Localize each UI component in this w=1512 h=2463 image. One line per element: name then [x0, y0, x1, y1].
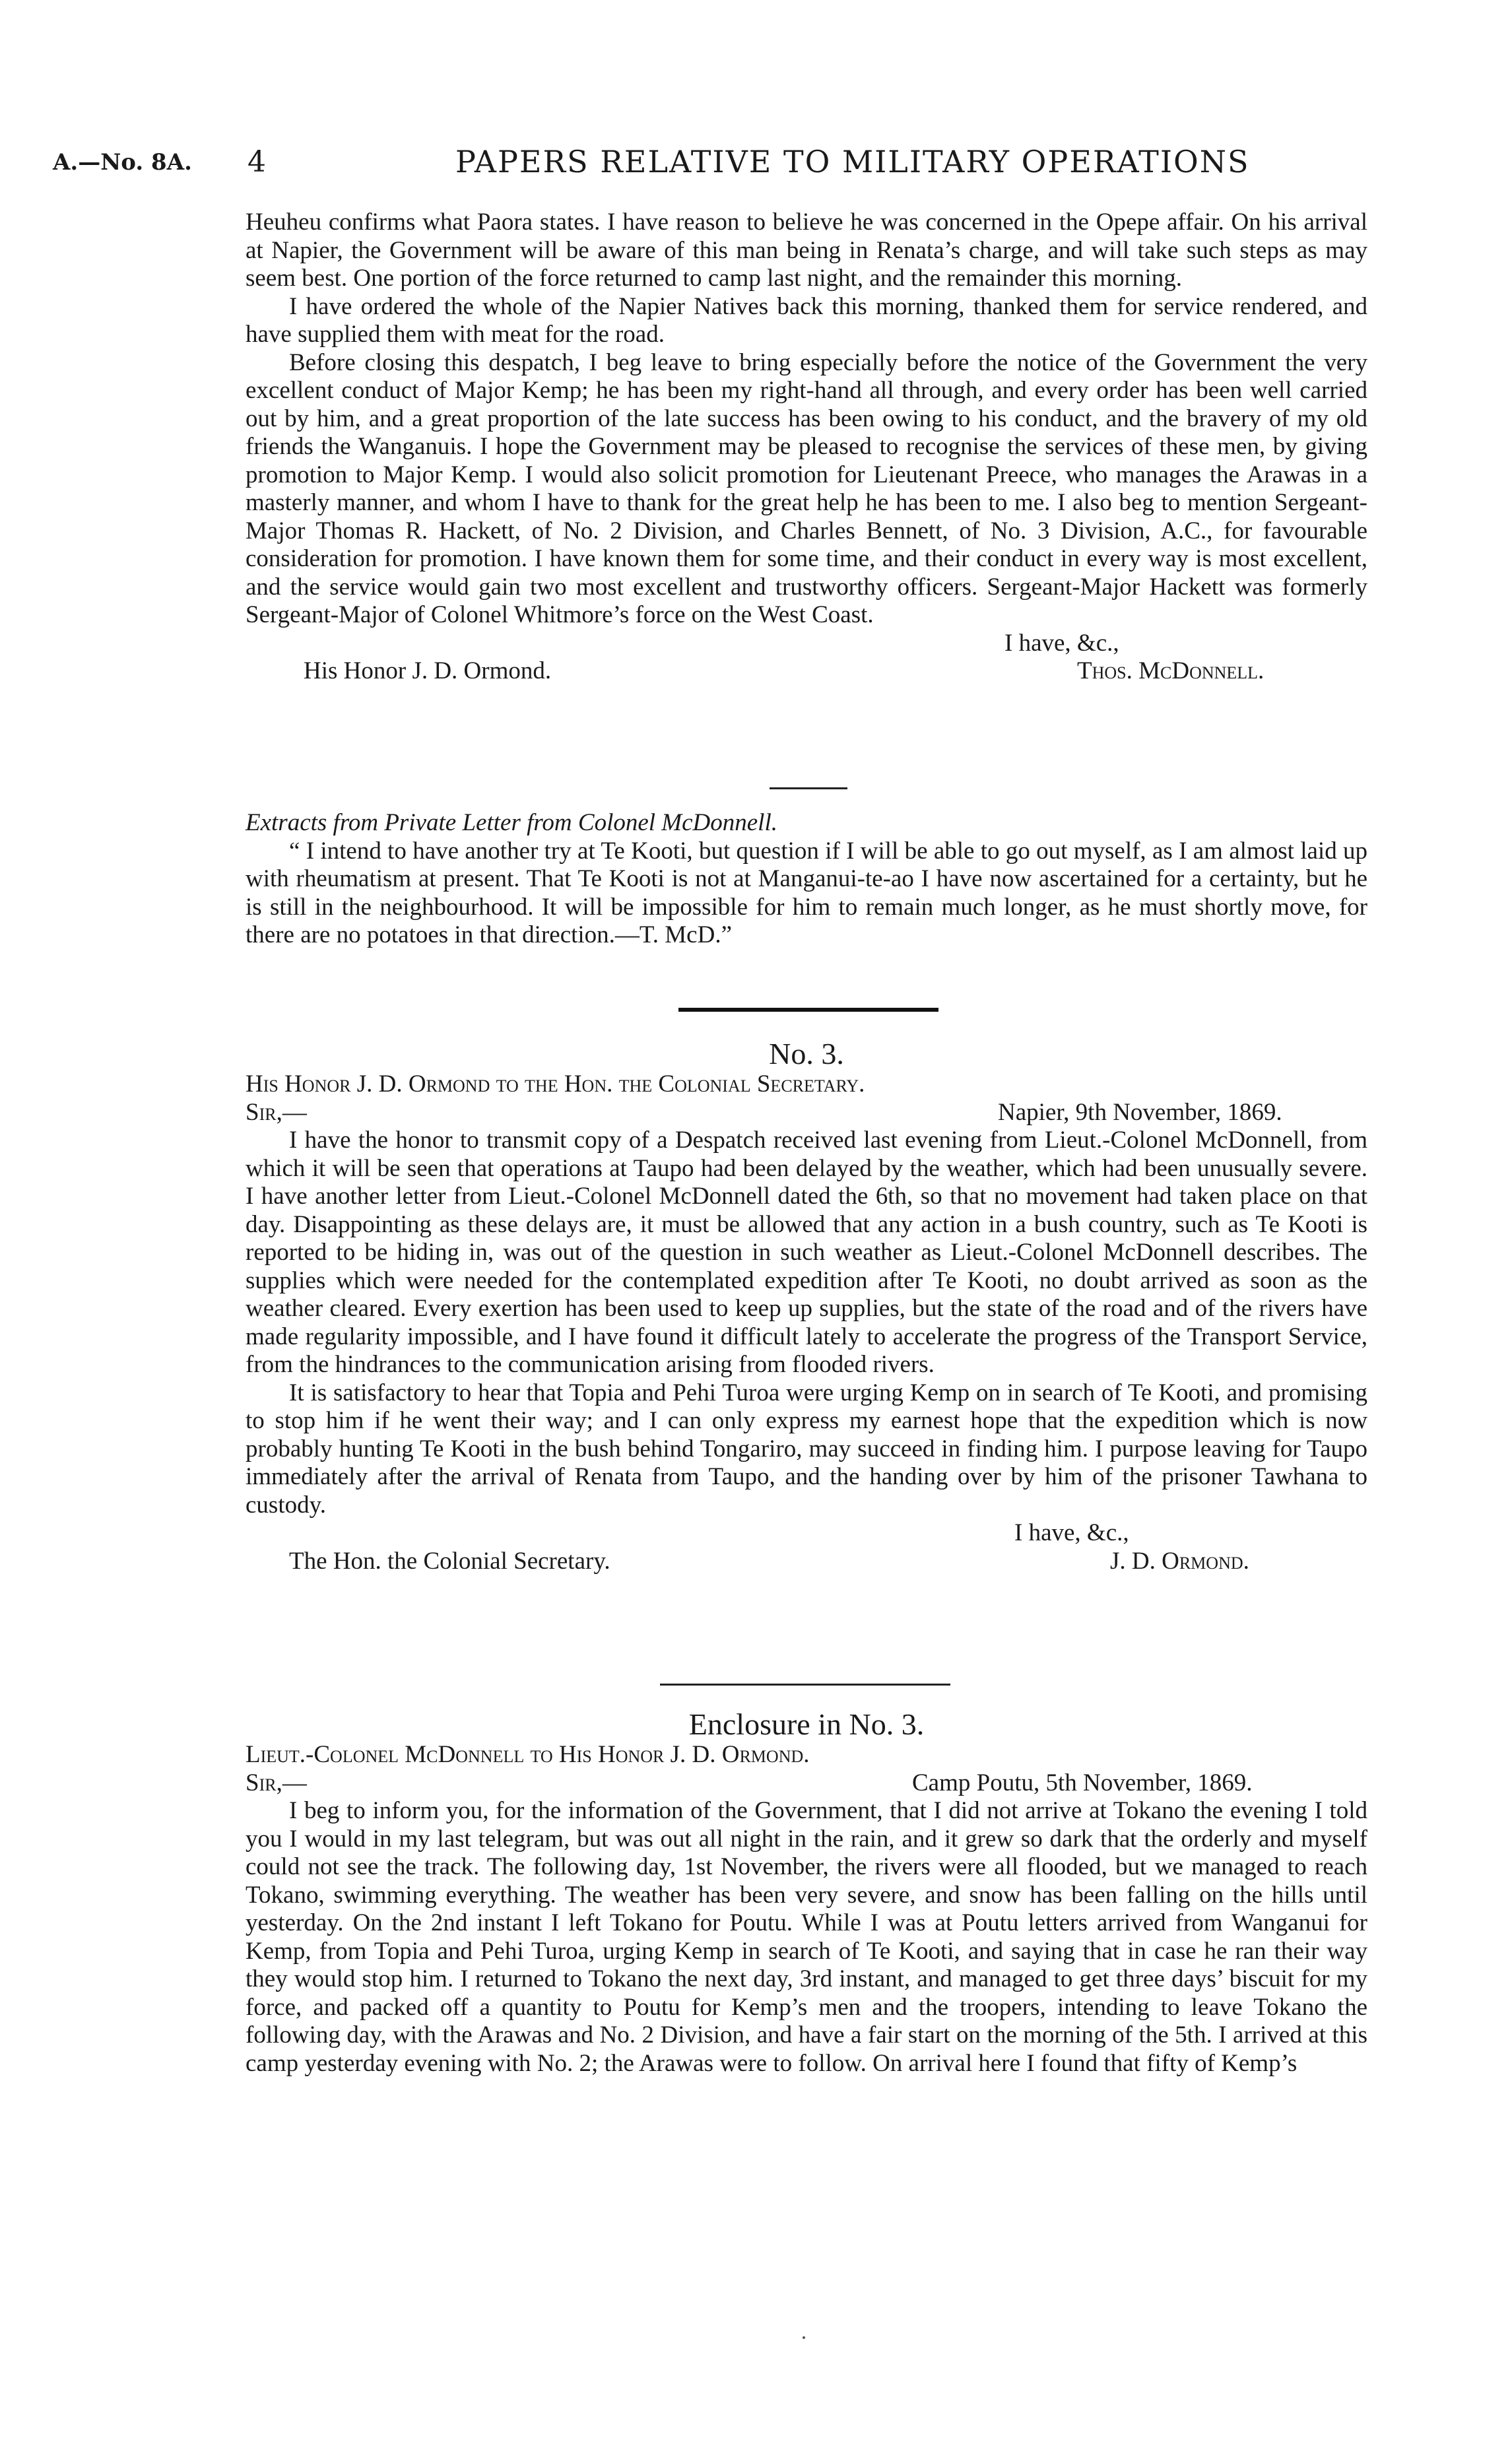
page-header: [53, 140, 1465, 182]
no3-section: [246, 1037, 1367, 1575]
sheet-reference: A.—No. 8A.: [53, 149, 192, 176]
paragraph: Heuheu confirms what Paora states. I have reason to believe he was concerned in the Opepe affair. On his arrival at Napier, the Government will be aware of this man being in Renata’s charge, and will take such steps as may seem best. One portion of the force returned to camp last night, and the remainder this morning.: [246, 209, 1367, 292]
salutation-line: [246, 1099, 1367, 1127]
section-heading: Enclosure in No. 3.: [688, 1707, 925, 1741]
enclosure-section: [246, 1708, 1367, 2078]
paragraph: I have the honor to transmit copy of a Despatch received last evening from Lieut.-Colonel McDonnell, from which it will be seen that operations at Taupo had been delayed by the weather, which had been unusually severe. I have another letter from Lieut.-Colonel McDonnell dated the 6th, so that no movement had taken place on that day. Disappointing as these delays are, it must be allowed that any action in a bush country, such as Te Kooti is reported to be hiding in, was out of the question in such weather as Lieut.-Colonel McDonnell describes. The supplies which were needed for the contemplated expedition after Te Kooti, no doubt arrived as soon as the weather cleared. Every exertion has been used to keep up supplies, but the state of the road and of the rivers have made regularity impossible, and I have found it difficult lately to accelerate the progress of the Transport Service, from the hindrances to the communication arising from flooded rivers.: [246, 1127, 1367, 1378]
paragraph: Before closing this despatch, I beg leave to bring especially before the notice of the Government the very excellent conduct of Major Kemp; he has been my right-hand all through, and every order has been well carried out by him, and a great proportion of the late success has been owing to his conduct, and the bravery of my old friends the Wanganuis. I hope the Government may be pleased to recognise the services of these men, by giving promotion to Major Kemp. I would also solicit promotion for Lieutenant Preece, who manages the Arawas in a masterly manner, and whom I have to thank for the great help he has been to me. I also beg to mention Sergeant-Major Thomas R. Hackett, of No. 2 Division, and Charles Bennett, of No. 3 Division, A.C., for favourable consideration for promotion. I have known them for some time, and their conduct in every way is most excellent, and the service would gain two most excellent and trustworthy officers. Sergeant-Major Hackett was formerly Sergeant-Major of Colonel Whitmore’s force on the West Coast.: [246, 348, 1367, 628]
page-number: 4: [247, 145, 266, 179]
salutation: Sir,—: [246, 1769, 307, 1796]
section-heading: Extracts from Private Letter from Colonel McDonnell.: [246, 809, 777, 836]
paragraph: “ I intend to have another try at Te Kooti, but question if I will be able to go out myself, as I am almost laid up with rheumatism at present. That Te Kooti is not at Manganui-te-ao I have now ascertained for a certainty, but he is still in the neighbourhood. It will be impossible for him to remain much longer, as he must shortly move, for there are no potatoes in that direction.—T. McD.”: [246, 837, 1367, 948]
closing: I have, &c.,: [1014, 1519, 1129, 1546]
salutation: Sir,—: [246, 1098, 307, 1126]
from-to-line: His Honor J. D. Ormond to the Hon. the Colonial Secretary.: [246, 1070, 865, 1098]
signature: J. D. Ormond.: [1110, 1547, 1249, 1575]
signature-line: [246, 1548, 1367, 1576]
signature: Thos. McDonnell.: [1077, 657, 1265, 684]
paragraph: It is satisfactory to hear that Topia and Pehi Turoa were urging Kemp on in search of Te Kooti, and promising to stop him if he went their way; and I can only express my earnest hope that the expedition which is now probably hunting Te Kooti in the bush behind Tongariro, may succeed in finding him. I purpose leaving for Taupo immediately after the arrival of Renata from Taupo, and the handing over by him of the prisoner Tawhana to custody.: [246, 1379, 1367, 1519]
extracts-section: [246, 809, 1367, 950]
closing-line: [246, 1519, 1367, 1548]
addressee: The Hon. the Colonial Secretary.: [289, 1547, 610, 1575]
place-date: Napier, 9th November, 1869.: [998, 1098, 1282, 1126]
place-date: Camp Poutu, 5th November, 1869.: [912, 1769, 1253, 1796]
despatch-continuation: [246, 209, 1367, 686]
section-heading: No. 3.: [769, 1037, 844, 1070]
salutation-line: [246, 1769, 1367, 1798]
addressee: His Honor J. D. Ormond.: [304, 657, 552, 684]
running-title: PAPERS RELATIVE TO MILITARY OPERATIONS: [455, 144, 1250, 180]
signature-line: [246, 657, 1367, 686]
from-to-line: Lieut.-Colonel McDonnell to His Honor J. D. Ormond.: [246, 1741, 810, 1768]
paragraph: I beg to inform you, for the information of the Government, that I did not arrive at Tokano the evening I told you I would in my last telegram, but was out all night in the rain, and it grew so dark that the orderly and myself could not see the track. The following day, 1st November, the rivers were all flooded, but we managed to reach Tokano, swimming everything. The weather has been very severe, and snow has been falling on the hills until yesterday. On the 2nd instant I left Tokano for Poutu. While I was at Poutu letters arrived from Wanganui for Kemp, from Topia and Pehi Turoa, urging Kemp in search of Te Kooti, and saying that in case he ran their way they would stop him. I returned to Tokano the next day, 3rd instant, and managed to get three days’ biscuit for my force, and packed off a quantity to Poutu for Kemp’s men and the troopers, intending to leave Tokano the following day, with the Arawas and No. 2 Division, and have a fair start on the morning of the 5th. I arrived at this camp yesterday evening with No. 2; the Arawas were to follow. On arrival here I found that fifty of Kemp’s: [246, 1797, 1367, 2077]
page-speck: [803, 2336, 805, 2339]
section-divider: [678, 1008, 938, 1012]
section-divider: [660, 1684, 950, 1686]
paragraph: I have ordered the whole of the Napier Natives back this morning, thanked them for service rendered, and have supplied them with meat for the road.: [246, 292, 1367, 348]
short-divider: [770, 787, 847, 789]
closing: I have, &c.,: [1004, 629, 1119, 657]
closing-line: [246, 630, 1367, 658]
